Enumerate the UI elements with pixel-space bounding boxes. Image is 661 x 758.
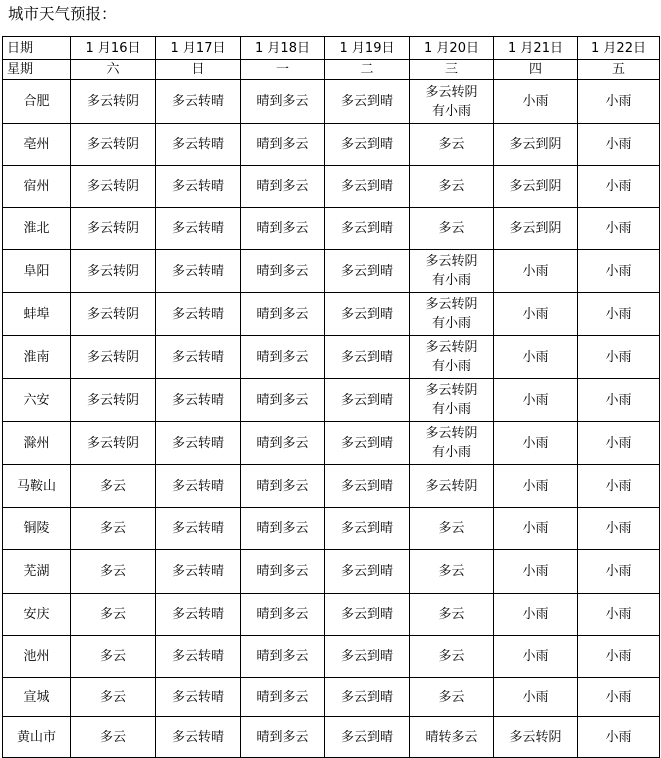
forecast-cell: 小雨 (494, 508, 578, 550)
forecast-cell: 多云 (410, 508, 494, 550)
forecast-cell: 小雨 (494, 80, 578, 124)
city-name: 马鞍山 (3, 465, 71, 508)
weekday-header: 二 (325, 60, 410, 80)
forecast-line: 多云转阴 (425, 383, 478, 398)
forecast-cell: 小雨 (494, 293, 578, 336)
forecast-line: 有小雨 (431, 402, 471, 417)
forecast-cell: 多云转晴 (156, 594, 241, 636)
forecast-cell: 小雨 (494, 636, 578, 678)
city-name: 安庆 (3, 594, 71, 636)
city-name: 铜陵 (3, 508, 71, 550)
weekday-header: 一 (241, 60, 325, 80)
forecast-cell: 小雨 (578, 678, 660, 717)
forecast-cell: 多云 (71, 550, 156, 594)
forecast-cell: 多云 (71, 678, 156, 717)
forecast-cell: 多云到阴 (494, 166, 578, 208)
forecast-cell: 多云到晴 (325, 124, 410, 166)
table-row (3, 508, 660, 550)
forecast-line: 有小雨 (431, 359, 471, 374)
forecast-cell: 多云转晴 (156, 250, 241, 293)
date-header: 1 月19日 (325, 37, 410, 60)
forecast-cell (410, 80, 494, 124)
city-name: 芜湖 (3, 550, 71, 594)
forecast-cell: 多云 (410, 678, 494, 717)
forecast-cell: 多云到晴 (325, 717, 410, 758)
city-name: 合肥 (3, 80, 71, 124)
forecast-cell: 多云转晴 (156, 336, 241, 379)
forecast-cell (410, 250, 494, 293)
forecast-cell: 多云到晴 (325, 636, 410, 678)
weekday-label: 星期 (3, 60, 71, 80)
forecast-cell: 多云到晴 (325, 166, 410, 208)
forecast-cell: 多云 (71, 594, 156, 636)
header-row-dates (3, 37, 660, 60)
forecast-cell (410, 293, 494, 336)
city-name: 阜阳 (3, 250, 71, 293)
forecast-cell: 晴到多云 (241, 208, 325, 250)
forecast-cell: 小雨 (578, 422, 660, 465)
city-name: 六安 (3, 379, 71, 422)
table-row (3, 550, 660, 594)
forecast-cell: 多云到晴 (325, 594, 410, 636)
forecast-cell: 晴到多云 (241, 636, 325, 678)
forecast-line: 有小雨 (431, 316, 471, 331)
forecast-cell: 多云转阴 (494, 717, 578, 758)
forecast-cell: 小雨 (494, 594, 578, 636)
forecast-cell: 小雨 (494, 250, 578, 293)
forecast-cell (410, 379, 494, 422)
forecast-cell: 多云到晴 (325, 379, 410, 422)
forecast-cell: 多云转阴 (71, 208, 156, 250)
date-header: 1 月16日 (71, 37, 156, 60)
forecast-cell: 多云转晴 (156, 717, 241, 758)
forecast-cell: 小雨 (494, 379, 578, 422)
date-label: 日期 (3, 37, 71, 60)
forecast-cell: 多云到晴 (325, 80, 410, 124)
city-name: 黄山市 (3, 717, 71, 758)
forecast-cell: 多云转阴 (410, 465, 494, 508)
forecast-cell: 小雨 (578, 550, 660, 594)
weekday-header: 三 (410, 60, 494, 80)
table-row (3, 124, 660, 166)
forecast-line: 多云转阴 (425, 297, 478, 312)
forecast-cell: 多云转阴 (71, 166, 156, 208)
table-row (3, 293, 660, 336)
forecast-cell: 小雨 (578, 208, 660, 250)
forecast-cell: 多云到晴 (325, 465, 410, 508)
forecast-cell: 晴到多云 (241, 678, 325, 717)
date-header: 1 月17日 (156, 37, 241, 60)
weekday-header: 日 (156, 60, 241, 80)
forecast-cell: 小雨 (578, 594, 660, 636)
forecast-cell: 多云到晴 (325, 422, 410, 465)
forecast-cell: 多云到阴 (494, 124, 578, 166)
forecast-cell: 多云 (71, 465, 156, 508)
forecast-cell: 晴到多云 (241, 124, 325, 166)
forecast-cell: 多云 (410, 208, 494, 250)
forecast-line: 有小雨 (431, 445, 471, 460)
forecast-cell: 多云 (410, 594, 494, 636)
table-row (3, 336, 660, 379)
forecast-cell: 晴到多云 (241, 293, 325, 336)
forecast-cell: 多云 (410, 124, 494, 166)
forecast-cell: 小雨 (494, 336, 578, 379)
date-header: 1 月20日 (410, 37, 494, 60)
forecast-cell: 小雨 (494, 678, 578, 717)
table-row (3, 379, 660, 422)
forecast-cell: 晴到多云 (241, 550, 325, 594)
table-row (3, 636, 660, 678)
forecast-line: 多云转阴 (425, 84, 478, 100)
forecast-cell: 晴到多云 (241, 508, 325, 550)
table-row (3, 208, 660, 250)
city-name: 宣城 (3, 678, 71, 717)
city-name: 滁州 (3, 422, 71, 465)
city-name: 淮南 (3, 336, 71, 379)
table-row (3, 80, 660, 124)
forecast-cell: 多云到晴 (325, 550, 410, 594)
city-name: 池州 (3, 636, 71, 678)
forecast-cell: 多云 (71, 636, 156, 678)
forecast-cell: 多云到阴 (494, 208, 578, 250)
forecast-cell: 晴转多云 (410, 717, 494, 758)
forecast-cell: 晴到多云 (241, 379, 325, 422)
forecast-cell: 晴到多云 (241, 336, 325, 379)
forecast-cell: 小雨 (494, 465, 578, 508)
forecast-cell: 多云转阴 (71, 250, 156, 293)
city-name: 蚌埠 (3, 293, 71, 336)
weekday-header: 五 (578, 60, 660, 80)
forecast-cell: 多云转晴 (156, 124, 241, 166)
forecast-cell: 小雨 (578, 508, 660, 550)
forecast-cell: 小雨 (578, 379, 660, 422)
forecast-cell: 多云转晴 (156, 678, 241, 717)
city-name: 淮北 (3, 208, 71, 250)
forecast-cell: 多云到晴 (325, 293, 410, 336)
city-name: 宿州 (3, 166, 71, 208)
forecast-cell: 晴到多云 (241, 465, 325, 508)
forecast-cell: 多云 (410, 166, 494, 208)
forecast-cell: 晴到多云 (241, 422, 325, 465)
forecast-cell: 小雨 (578, 465, 660, 508)
forecast-cell: 多云转晴 (156, 166, 241, 208)
table-row (3, 594, 660, 636)
forecast-cell: 小雨 (578, 717, 660, 758)
forecast-cell: 多云转阴 (71, 124, 156, 166)
forecast-cell: 多云到晴 (325, 678, 410, 717)
forecast-line: 多云转阴 (425, 254, 478, 269)
forecast-cell: 小雨 (578, 124, 660, 166)
forecast-cell: 小雨 (578, 336, 660, 379)
forecast-cell: 多云转晴 (156, 465, 241, 508)
forecast-cell: 小雨 (578, 636, 660, 678)
forecast-cell (410, 422, 494, 465)
header-row-weekdays (3, 60, 660, 80)
forecast-cell: 多云转阴 (71, 80, 156, 124)
forecast-cell: 小雨 (494, 550, 578, 594)
forecast-cell: 多云转晴 (156, 208, 241, 250)
forecast-cell: 多云到晴 (325, 250, 410, 293)
table-row (3, 250, 660, 293)
date-header: 1 月22日 (578, 37, 660, 60)
forecast-cell: 多云转阴 (71, 336, 156, 379)
forecast-cell: 多云 (410, 550, 494, 594)
forecast-cell: 多云 (410, 636, 494, 678)
page-title: 城市天气预报： (8, 5, 117, 23)
date-header: 1 月21日 (494, 37, 578, 60)
forecast-cell: 小雨 (494, 422, 578, 465)
forecast-cell: 多云转晴 (156, 422, 241, 465)
table-row (3, 465, 660, 508)
forecast-line: 多云转阴 (425, 340, 478, 355)
table-row (3, 717, 660, 758)
forecast-cell: 多云转晴 (156, 550, 241, 594)
forecast-cell: 多云到晴 (325, 208, 410, 250)
forecast-cell: 多云转晴 (156, 379, 241, 422)
forecast-cell: 多云转晴 (156, 80, 241, 124)
weather-forecast-table (2, 36, 660, 758)
forecast-line: 有小雨 (431, 273, 471, 288)
table-row (3, 166, 660, 208)
forecast-cell: 多云转晴 (156, 508, 241, 550)
forecast-cell: 多云 (71, 717, 156, 758)
forecast-cell: 多云 (71, 508, 156, 550)
weekday-header: 六 (71, 60, 156, 80)
forecast-cell: 晴到多云 (241, 80, 325, 124)
forecast-cell: 小雨 (578, 293, 660, 336)
forecast-cell: 晴到多云 (241, 250, 325, 293)
forecast-cell: 多云转晴 (156, 636, 241, 678)
table-row (3, 422, 660, 465)
forecast-cell: 小雨 (578, 166, 660, 208)
forecast-cell: 小雨 (578, 80, 660, 124)
forecast-cell: 晴到多云 (241, 717, 325, 758)
weekday-header: 四 (494, 60, 578, 80)
forecast-cell: 多云转晴 (156, 293, 241, 336)
forecast-cell: 多云到晴 (325, 336, 410, 379)
city-name: 亳州 (3, 124, 71, 166)
forecast-cell: 多云转阴 (71, 293, 156, 336)
forecast-line: 多云转阴 (425, 426, 478, 441)
forecast-cell: 多云转阴 (71, 379, 156, 422)
forecast-line: 有小雨 (431, 103, 471, 119)
forecast-cell: 多云转阴 (71, 422, 156, 465)
forecast-cell: 多云到晴 (325, 508, 410, 550)
date-header: 1 月18日 (241, 37, 325, 60)
forecast-cell: 小雨 (578, 250, 660, 293)
forecast-cell: 晴到多云 (241, 594, 325, 636)
forecast-cell (410, 336, 494, 379)
table-row (3, 678, 660, 717)
forecast-cell: 晴到多云 (241, 166, 325, 208)
